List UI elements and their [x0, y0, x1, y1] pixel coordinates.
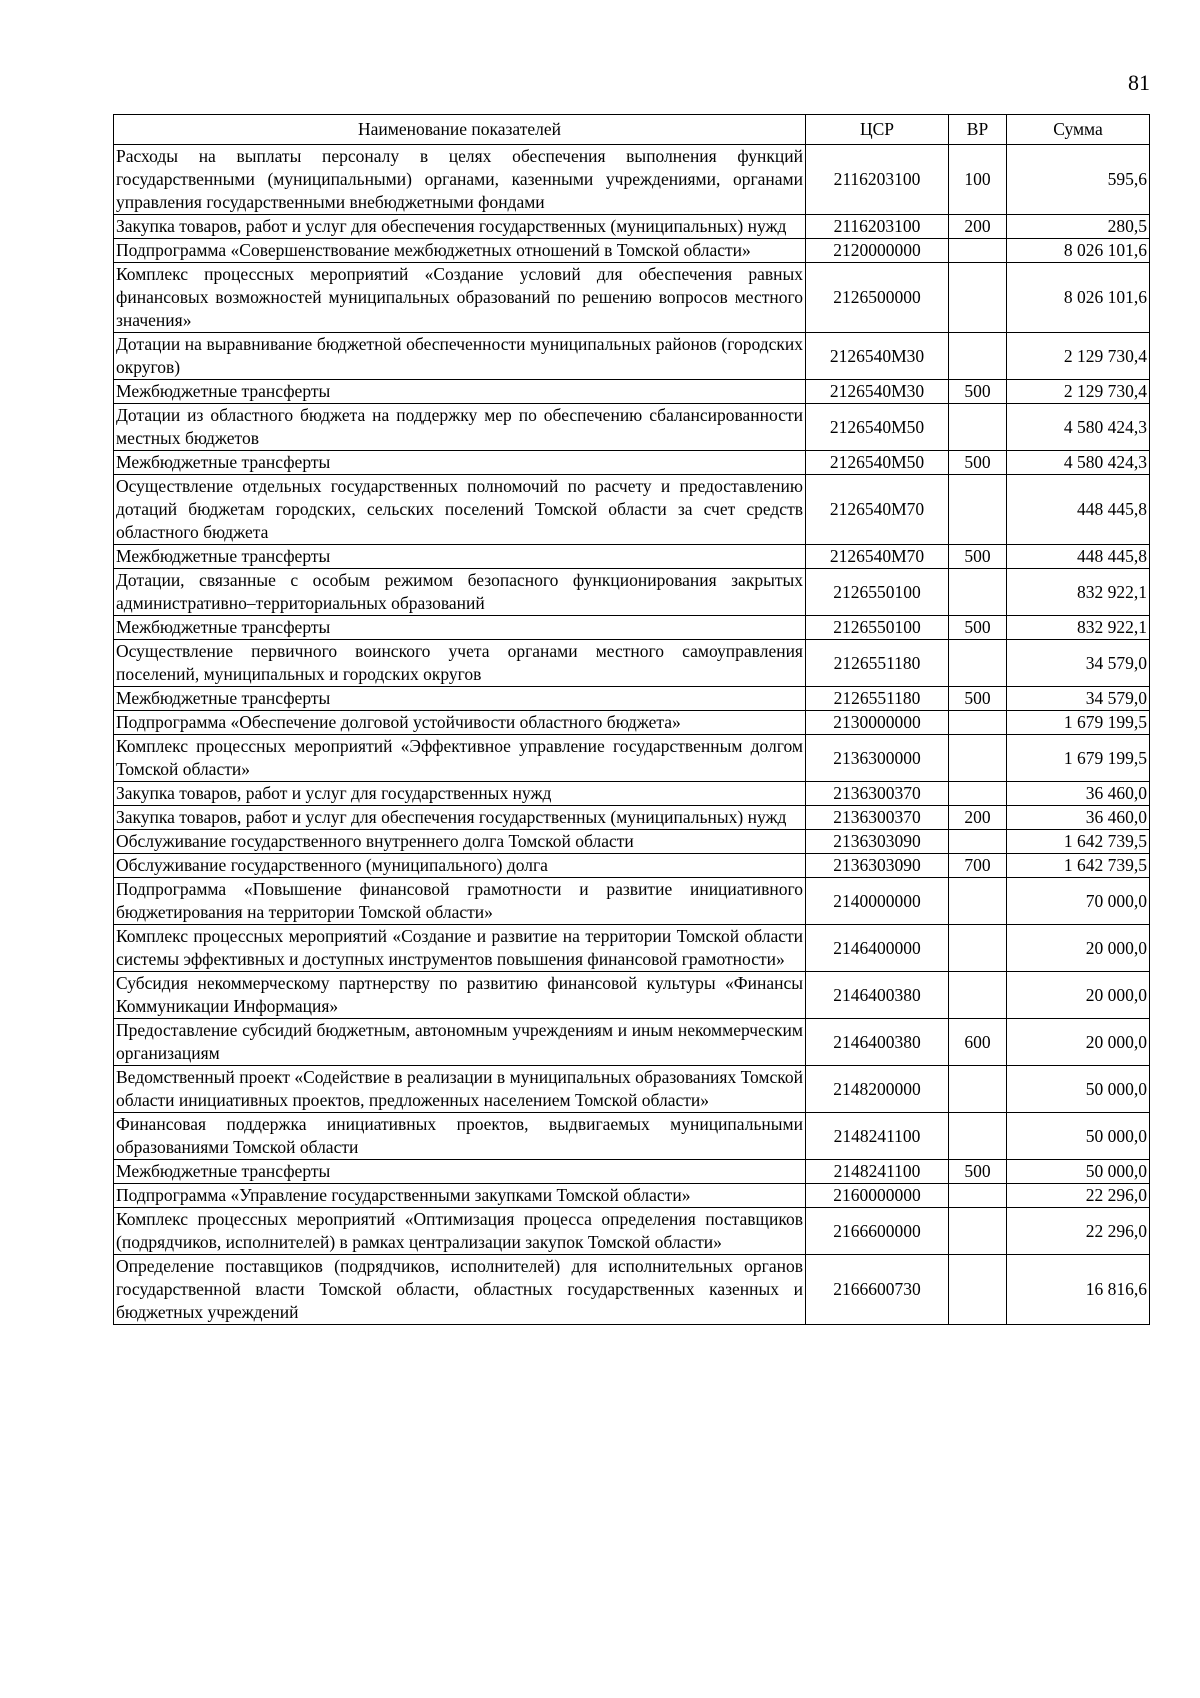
row-csr-cell: 2116203100	[806, 215, 949, 239]
row-vr-cell	[949, 1066, 1007, 1113]
row-sum-cell: 2 129 730,4	[1007, 333, 1150, 380]
row-name-cell: Межбюджетные трансферты	[114, 616, 806, 640]
table-row	[114, 782, 1150, 806]
row-csr-cell: 2166600730	[806, 1255, 949, 1325]
table-row	[114, 1184, 1150, 1208]
row-csr-cell: 2146400000	[806, 925, 949, 972]
row-csr-cell: 2126551180	[806, 687, 949, 711]
row-name-cell: Осуществление отдельных государственных полномочий по расчету и предоставлению дотаций бюджетам городских, сельских поселений Томской области за счет средств областного бюджета	[114, 475, 806, 545]
table-row	[114, 1160, 1150, 1184]
row-sum-cell: 20 000,0	[1007, 925, 1150, 972]
row-name-cell: Подпрограмма «Совершенствование межбюджетных отношений в Томской области»	[114, 239, 806, 263]
row-sum-cell: 22 296,0	[1007, 1208, 1150, 1255]
table-row	[114, 925, 1150, 972]
row-name-cell: Предоставление субсидий бюджетным, автономным учреждениям и иным некоммерческим организациям	[114, 1019, 806, 1066]
header-sum: Сумма	[1007, 115, 1150, 145]
row-csr-cell: 2126550100	[806, 569, 949, 616]
row-vr-cell	[949, 925, 1007, 972]
table-body	[114, 145, 1150, 1325]
row-vr-cell	[949, 878, 1007, 925]
row-sum-cell: 50 000,0	[1007, 1113, 1150, 1160]
row-sum-cell: 2 129 730,4	[1007, 380, 1150, 404]
row-sum-cell: 50 000,0	[1007, 1066, 1150, 1113]
table-row	[114, 451, 1150, 475]
header-name: Наименование показателей	[114, 115, 806, 145]
row-sum-cell: 34 579,0	[1007, 687, 1150, 711]
row-vr-cell: 700	[949, 854, 1007, 878]
row-name-cell: Межбюджетные трансферты	[114, 1160, 806, 1184]
table-row	[114, 545, 1150, 569]
row-vr-cell: 100	[949, 145, 1007, 215]
row-vr-cell: 200	[949, 806, 1007, 830]
row-csr-cell: 2130000000	[806, 711, 949, 735]
row-csr-cell: 2120000000	[806, 239, 949, 263]
row-csr-cell: 2126540M50	[806, 451, 949, 475]
row-sum-cell: 36 460,0	[1007, 782, 1150, 806]
row-csr-cell: 2126540M30	[806, 333, 949, 380]
table-row	[114, 972, 1150, 1019]
row-sum-cell: 22 296,0	[1007, 1184, 1150, 1208]
table-row	[114, 145, 1150, 215]
table-row	[114, 475, 1150, 545]
row-vr-cell	[949, 1113, 1007, 1160]
table-header-row	[114, 115, 1150, 145]
table-row	[114, 711, 1150, 735]
row-sum-cell: 1 679 199,5	[1007, 735, 1150, 782]
row-csr-cell: 2126550100	[806, 616, 949, 640]
row-name-cell: Подпрограмма «Повышение финансовой грамотности и развитие инициативного бюджетирования на территории Томской области»	[114, 878, 806, 925]
row-vr-cell	[949, 263, 1007, 333]
table-row	[114, 569, 1150, 616]
row-csr-cell: 2126540M70	[806, 545, 949, 569]
row-vr-cell: 500	[949, 380, 1007, 404]
row-csr-cell: 2136300370	[806, 806, 949, 830]
table-row	[114, 1113, 1150, 1160]
table-row	[114, 735, 1150, 782]
row-csr-cell: 2146400380	[806, 1019, 949, 1066]
row-name-cell: Комплекс процессных мероприятий «Создание условий для обеспечения равных финансовых возможностей муниципальных образований по решению вопросов местного значения»	[114, 263, 806, 333]
row-name-cell: Субсидия некоммерческому партнерству по развитию финансовой культуры «Финансы Коммуникации Информация»	[114, 972, 806, 1019]
row-csr-cell: 2136300370	[806, 782, 949, 806]
row-name-cell: Обслуживание государственного внутреннего долга Томской области	[114, 830, 806, 854]
table-row	[114, 404, 1150, 451]
table-row	[114, 333, 1150, 380]
row-sum-cell: 34 579,0	[1007, 640, 1150, 687]
row-name-cell: Осуществление первичного воинского учета органами местного самоуправления поселений, муниципальных и городских округов	[114, 640, 806, 687]
table-row	[114, 215, 1150, 239]
row-csr-cell: 2166600000	[806, 1208, 949, 1255]
row-sum-cell: 50 000,0	[1007, 1160, 1150, 1184]
row-sum-cell: 595,6	[1007, 145, 1150, 215]
table-row	[114, 806, 1150, 830]
row-vr-cell: 200	[949, 215, 1007, 239]
row-sum-cell: 8 026 101,6	[1007, 263, 1150, 333]
row-vr-cell: 500	[949, 1160, 1007, 1184]
row-name-cell: Комплекс процессных мероприятий «Эффективное управление государственным долгом Томской области»	[114, 735, 806, 782]
row-csr-cell: 2126540M50	[806, 404, 949, 451]
table-row	[114, 687, 1150, 711]
header-csr: ЦСР	[806, 115, 949, 145]
row-sum-cell: 36 460,0	[1007, 806, 1150, 830]
row-name-cell: Обслуживание государственного (муниципального) долга	[114, 854, 806, 878]
row-vr-cell: 500	[949, 545, 1007, 569]
row-name-cell: Комплекс процессных мероприятий «Оптимизация процесса определения поставщиков (подрядчиков, исполнителей) в рамках централизации закупок Томской области»	[114, 1208, 806, 1255]
table-row	[114, 263, 1150, 333]
row-csr-cell: 2136300000	[806, 735, 949, 782]
row-sum-cell: 20 000,0	[1007, 1019, 1150, 1066]
row-name-cell: Подпрограмма «Обеспечение долговой устойчивости областного бюджета»	[114, 711, 806, 735]
row-sum-cell: 8 026 101,6	[1007, 239, 1150, 263]
row-name-cell: Определение поставщиков (подрядчиков, исполнителей) для исполнительных органов государственной власти Томской области, областных государственных казенных и бюджетных учреждений	[114, 1255, 806, 1325]
row-csr-cell: 2126540M30	[806, 380, 949, 404]
row-csr-cell: 2136303090	[806, 830, 949, 854]
row-sum-cell: 448 445,8	[1007, 545, 1150, 569]
row-vr-cell	[949, 782, 1007, 806]
row-sum-cell: 20 000,0	[1007, 972, 1150, 1019]
table-row	[114, 1208, 1150, 1255]
row-sum-cell: 4 580 424,3	[1007, 451, 1150, 475]
row-name-cell: Межбюджетные трансферты	[114, 380, 806, 404]
row-csr-cell: 2126500000	[806, 263, 949, 333]
header-vr: ВР	[949, 115, 1007, 145]
table-row	[114, 239, 1150, 263]
row-vr-cell	[949, 972, 1007, 1019]
row-vr-cell	[949, 711, 1007, 735]
row-vr-cell	[949, 239, 1007, 263]
row-name-cell: Закупка товаров, работ и услуг для обеспечения государственных (муниципальных) нужд	[114, 215, 806, 239]
row-name-cell: Закупка товаров, работ и услуг для государственных нужд	[114, 782, 806, 806]
row-vr-cell	[949, 1208, 1007, 1255]
row-vr-cell	[949, 1184, 1007, 1208]
page-number: 81	[1128, 70, 1150, 95]
row-csr-cell: 2148241100	[806, 1113, 949, 1160]
table-row	[114, 1255, 1150, 1325]
row-name-cell: Комплекс процессных мероприятий «Создание и развитие на территории Томской области системы эффективных и доступных инструментов повышения финансовой грамотности»	[114, 925, 806, 972]
row-sum-cell: 280,5	[1007, 215, 1150, 239]
table-row	[114, 1066, 1150, 1113]
row-name-cell: Подпрограмма «Управление государственными закупками Томской области»	[114, 1184, 806, 1208]
row-vr-cell: 500	[949, 687, 1007, 711]
row-name-cell: Межбюджетные трансферты	[114, 687, 806, 711]
row-sum-cell: 1 642 739,5	[1007, 854, 1150, 878]
row-csr-cell: 2160000000	[806, 1184, 949, 1208]
row-name-cell: Закупка товаров, работ и услуг для обеспечения государственных (муниципальных) нужд	[114, 806, 806, 830]
row-csr-cell: 2140000000	[806, 878, 949, 925]
row-sum-cell: 448 445,8	[1007, 475, 1150, 545]
row-vr-cell: 600	[949, 1019, 1007, 1066]
row-csr-cell: 2136303090	[806, 854, 949, 878]
row-sum-cell: 70 000,0	[1007, 878, 1150, 925]
row-vr-cell	[949, 404, 1007, 451]
row-vr-cell	[949, 830, 1007, 854]
row-csr-cell: 2116203100	[806, 145, 949, 215]
row-sum-cell: 1 679 199,5	[1007, 711, 1150, 735]
row-vr-cell: 500	[949, 616, 1007, 640]
row-name-cell: Финансовая поддержка инициативных проектов, выдвигаемых муниципальными образованиями Томской области	[114, 1113, 806, 1160]
row-csr-cell: 2148200000	[806, 1066, 949, 1113]
row-csr-cell: 2148241100	[806, 1160, 949, 1184]
row-vr-cell	[949, 333, 1007, 380]
row-csr-cell: 2146400380	[806, 972, 949, 1019]
row-name-cell: Дотации на выравнивание бюджетной обеспеченности муниципальных районов (городских округов)	[114, 333, 806, 380]
row-csr-cell: 2126551180	[806, 640, 949, 687]
row-name-cell: Ведомственный проект «Содействие в реализации в муниципальных образованиях Томской области инициативных проектов, предложенных населением Томской области»	[114, 1066, 806, 1113]
row-vr-cell	[949, 1255, 1007, 1325]
table-row	[114, 640, 1150, 687]
row-vr-cell	[949, 475, 1007, 545]
table-row	[114, 1019, 1150, 1066]
row-name-cell: Межбюджетные трансферты	[114, 451, 806, 475]
table-row	[114, 878, 1150, 925]
row-sum-cell: 16 816,6	[1007, 1255, 1150, 1325]
row-sum-cell: 4 580 424,3	[1007, 404, 1150, 451]
row-sum-cell: 1 642 739,5	[1007, 830, 1150, 854]
table-row	[114, 830, 1150, 854]
table-row	[114, 380, 1150, 404]
row-name-cell: Расходы на выплаты персоналу в целях обеспечения выполнения функций государственными (муниципальными) органами, казенными учреждениями, органами управления государственными внебюджетными фондами	[114, 145, 806, 215]
row-vr-cell	[949, 735, 1007, 782]
row-name-cell: Дотации, связанные с особым режимом безопасного функционирования закрытых административно–территориальных образований	[114, 569, 806, 616]
row-csr-cell: 2126540M70	[806, 475, 949, 545]
row-vr-cell	[949, 569, 1007, 616]
row-sum-cell: 832 922,1	[1007, 569, 1150, 616]
table-row	[114, 616, 1150, 640]
row-sum-cell: 832 922,1	[1007, 616, 1150, 640]
row-vr-cell	[949, 640, 1007, 687]
budget-table	[113, 114, 1150, 1325]
row-name-cell: Дотации из областного бюджета на поддержку мер по обеспечению сбалансированности местных бюджетов	[114, 404, 806, 451]
table-row	[114, 854, 1150, 878]
row-vr-cell: 500	[949, 451, 1007, 475]
row-name-cell: Межбюджетные трансферты	[114, 545, 806, 569]
